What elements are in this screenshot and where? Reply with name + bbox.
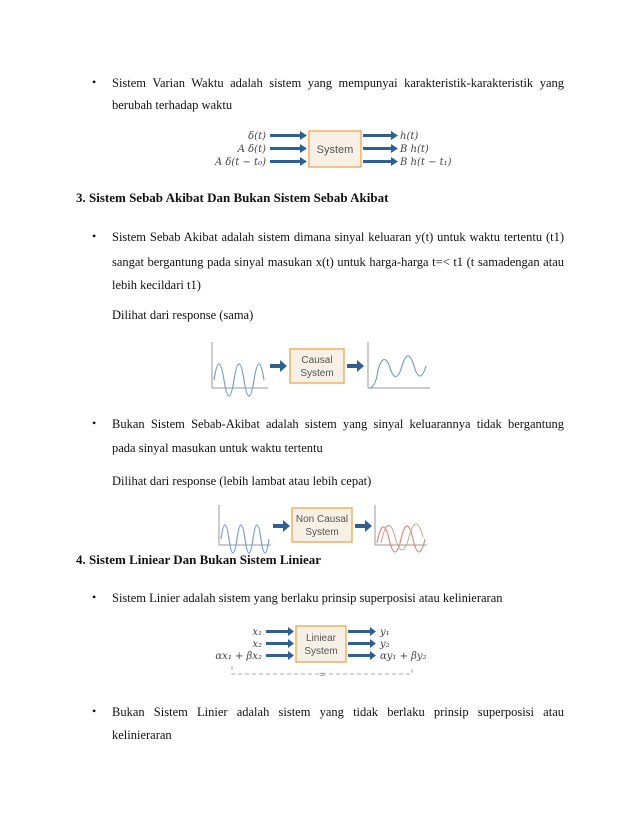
paragraph-varian-line2: berubah terhadap waktu <box>112 98 233 112</box>
paragraph-kausal-note: Dilihat dari response (sama) <box>112 308 254 322</box>
bullet-icon: • <box>92 704 97 718</box>
output-label: h(t) <box>400 131 419 142</box>
paragraph-nonkausal-line2: pada sinyal masukan untuk waktu tertentu <box>112 441 323 455</box>
output-label: B h(t − t₁) <box>400 157 452 168</box>
time-variant-diagram <box>210 128 460 172</box>
input-label: x₁ <box>252 627 262 638</box>
paragraph-nonkausal-line1: Bukan Sistem Sebab-Akibat adalah sistem yang sinyal keluarannya tidak bergantung <box>112 417 564 431</box>
output-label: y₂ <box>380 639 390 650</box>
paragraph-kausal-line2: sangat bergantung pada sinyal masukan x(t) untuk harga-harga t=< t1 (t samadengan atau <box>112 255 564 269</box>
paragraph-kausal-line1: Sistem Sebab Akibat adalah sistem dimana sinyal keluaran y(t) untuk waktu tertentu (t1) <box>112 230 564 244</box>
equals-sign: = <box>319 670 325 681</box>
bullet-icon: • <box>92 590 97 604</box>
input-signal-plot <box>212 342 268 396</box>
heading-4: 4. Sistem Liniear Dan Bukan Sistem Liniear <box>76 552 321 567</box>
bullet-icon: • <box>92 75 97 89</box>
output-label: y₁ <box>380 627 390 638</box>
input-label: δ(t) <box>248 131 266 142</box>
noncausal-diagram <box>215 503 430 549</box>
heading-3: 3. Sistem Sebab Akibat Dan Bukan Sistem Sebab Akibat <box>76 190 389 205</box>
bullet-icon: • <box>92 416 97 430</box>
output-label: B h(t) <box>400 144 429 155</box>
paragraph-nonlinier-line1: Bukan Sistem Linier adalah sistem yang tidak berlaku prinsip superposisi atau <box>112 705 564 719</box>
causal-diagram <box>208 340 433 392</box>
figure-causal <box>208 340 433 392</box>
paragraph-linier: Sistem Linier adalah sistem yang berlaku prinsip superposisi atau kelinieraran <box>112 591 503 605</box>
paragraph-kausal-line3: lebih kecildari t1) <box>112 278 201 292</box>
input-arrows <box>270 131 307 166</box>
input-signal-plot <box>219 505 271 553</box>
paragraph-varian-line1: Sistem Varian Waktu adalah sistem yang mempunyai karakteristik-karakteristik yang <box>112 76 564 90</box>
system-box-label: System <box>316 144 354 156</box>
linear-box-line1: Liniear <box>305 633 337 644</box>
figure-time-variant <box>210 128 460 172</box>
figure-linear <box>215 622 447 681</box>
output-label: αy₁ + βy₂ <box>380 651 427 662</box>
input-label: x₂ <box>252 639 262 650</box>
output-arrows <box>348 627 376 660</box>
bullet-icon: • <box>92 229 97 243</box>
output-signal-plot <box>368 342 430 388</box>
input-arrows <box>266 627 294 660</box>
output-arrows <box>363 131 398 166</box>
input-label: A δ(t − t₀) <box>214 157 266 168</box>
causal-box-line1: Causal <box>301 355 333 366</box>
input-label: A δ(t) <box>237 144 266 155</box>
output-signal-plot <box>375 505 427 552</box>
noncausal-box-line1: Non Causal <box>295 514 349 525</box>
paragraph-nonkausal-note: Dilihat dari response (lebih lambat atau lebih cepat) <box>112 474 372 488</box>
input-label: αx₁ + βx₂ <box>215 651 262 662</box>
linear-diagram <box>215 622 447 681</box>
paragraph-nonlinier-line2: kelinieraran <box>112 728 172 742</box>
figure-noncausal <box>215 503 430 549</box>
causal-box-line2: System <box>300 368 334 379</box>
noncausal-box-line2: System <box>305 527 339 538</box>
linear-box-line2: System <box>304 646 338 657</box>
